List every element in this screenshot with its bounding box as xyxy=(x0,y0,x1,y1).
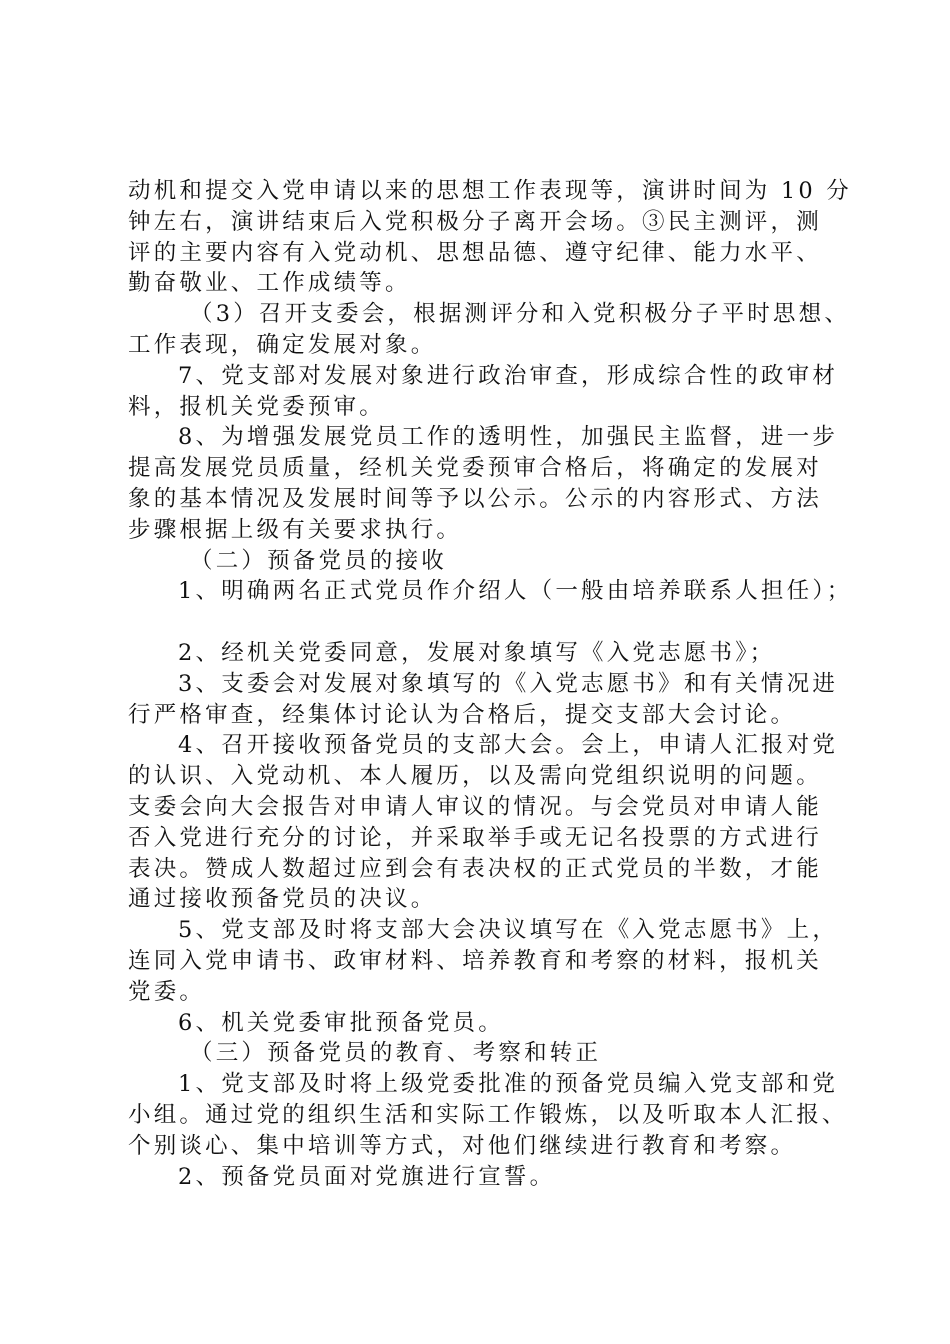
text-line: 动机和提交入党申请以来的思想工作表现等，演讲时间为 10 分 xyxy=(128,178,852,204)
text-line: 连同入党申请书、政审材料、培养教育和考察的材料，报机关 xyxy=(128,947,822,974)
text-line: 党委。 xyxy=(128,978,206,1005)
section-heading: （三）预备党员的教育、考察和转正 xyxy=(190,1040,602,1067)
text-line: 个别谈心、集中培训等方式，对他们继续进行教育和考察。 xyxy=(128,1132,797,1159)
text-line: 通过接收预备党员的决议。 xyxy=(128,886,437,913)
text-line: 表决。赞成人数超过应到会有表决权的正式党员的半数，才能 xyxy=(128,855,822,882)
text-line: 2、经机关党委同意，发展对象填写《入党志愿书》； xyxy=(178,639,776,666)
text-line: 象的基本情况及发展时间等予以公示。公示的内容形式、方法 xyxy=(128,485,822,512)
text-line: （3）召开支委会，根据测评分和入党积极分子平时思想、 xyxy=(190,301,851,328)
text-line: 8、为增强发展党员工作的透明性，加强民主监督，进一步 xyxy=(178,424,839,451)
text-line: 2、预备党员面对党旗进行宣誓。 xyxy=(178,1163,556,1190)
text-line: 支委会向大会报告对申请人审议的情况。与会党员对申请人能 xyxy=(128,793,822,820)
section-heading: （二）预备党员的接收 xyxy=(190,547,448,574)
text-line: 提高发展党员质量，经机关党委预审合格后，将确定的发展对 xyxy=(128,455,822,482)
text-line: 行严格审查，经集体讨论认为合格后，提交支部大会讨论。 xyxy=(128,701,797,728)
text-line: 的认识、入党动机、本人履历，以及需向党组织说明的问题。 xyxy=(128,763,822,790)
text-line: 4、召开接收预备党员的支部大会。会上，申请人汇报对党 xyxy=(178,732,839,759)
text-line: 否入党进行充分的讨论，并采取举手或无记名投票的方式进行 xyxy=(128,824,822,851)
text-line: 工作表现，确定发展对象。 xyxy=(128,331,437,358)
text-line: 5、党支部及时将支部大会决议填写在《入党志愿书》上， xyxy=(178,917,839,944)
text-line: 勤奋敬业、工作成绩等。 xyxy=(128,270,411,297)
text-line: 7、党支部对发展对象进行政治审查，形成综合性的政审材 xyxy=(178,362,839,389)
text-line: 小组。通过党的组织生活和实际工作锻炼，以及听取本人汇报、 xyxy=(128,1101,848,1128)
text-line: 步骤根据上级有关要求执行。 xyxy=(128,516,463,543)
text-line: 3、支委会对发展对象填写的《入党志愿书》和有关情况进 xyxy=(178,670,839,697)
blank-line xyxy=(128,607,842,638)
text-line: 评的主要内容有入党动机、思想品德、遵守纪律、能力水平、 xyxy=(128,239,822,266)
text-line: 1、党支部及时将上级党委批准的预备党员编入党支部和党 xyxy=(178,1071,839,1098)
text-line: 料，报机关党委预审。 xyxy=(128,393,386,420)
document-body xyxy=(128,176,853,1192)
text-line: 6、机关党委审批预备党员。 xyxy=(178,1009,504,1036)
text-line: 1、明确两名正式党员作介绍人（一般由培养联系人担任）； xyxy=(178,578,853,605)
text-line: 钟左右，演讲结束后入党积极分子离开会场。③民主测评，测 xyxy=(128,208,822,235)
